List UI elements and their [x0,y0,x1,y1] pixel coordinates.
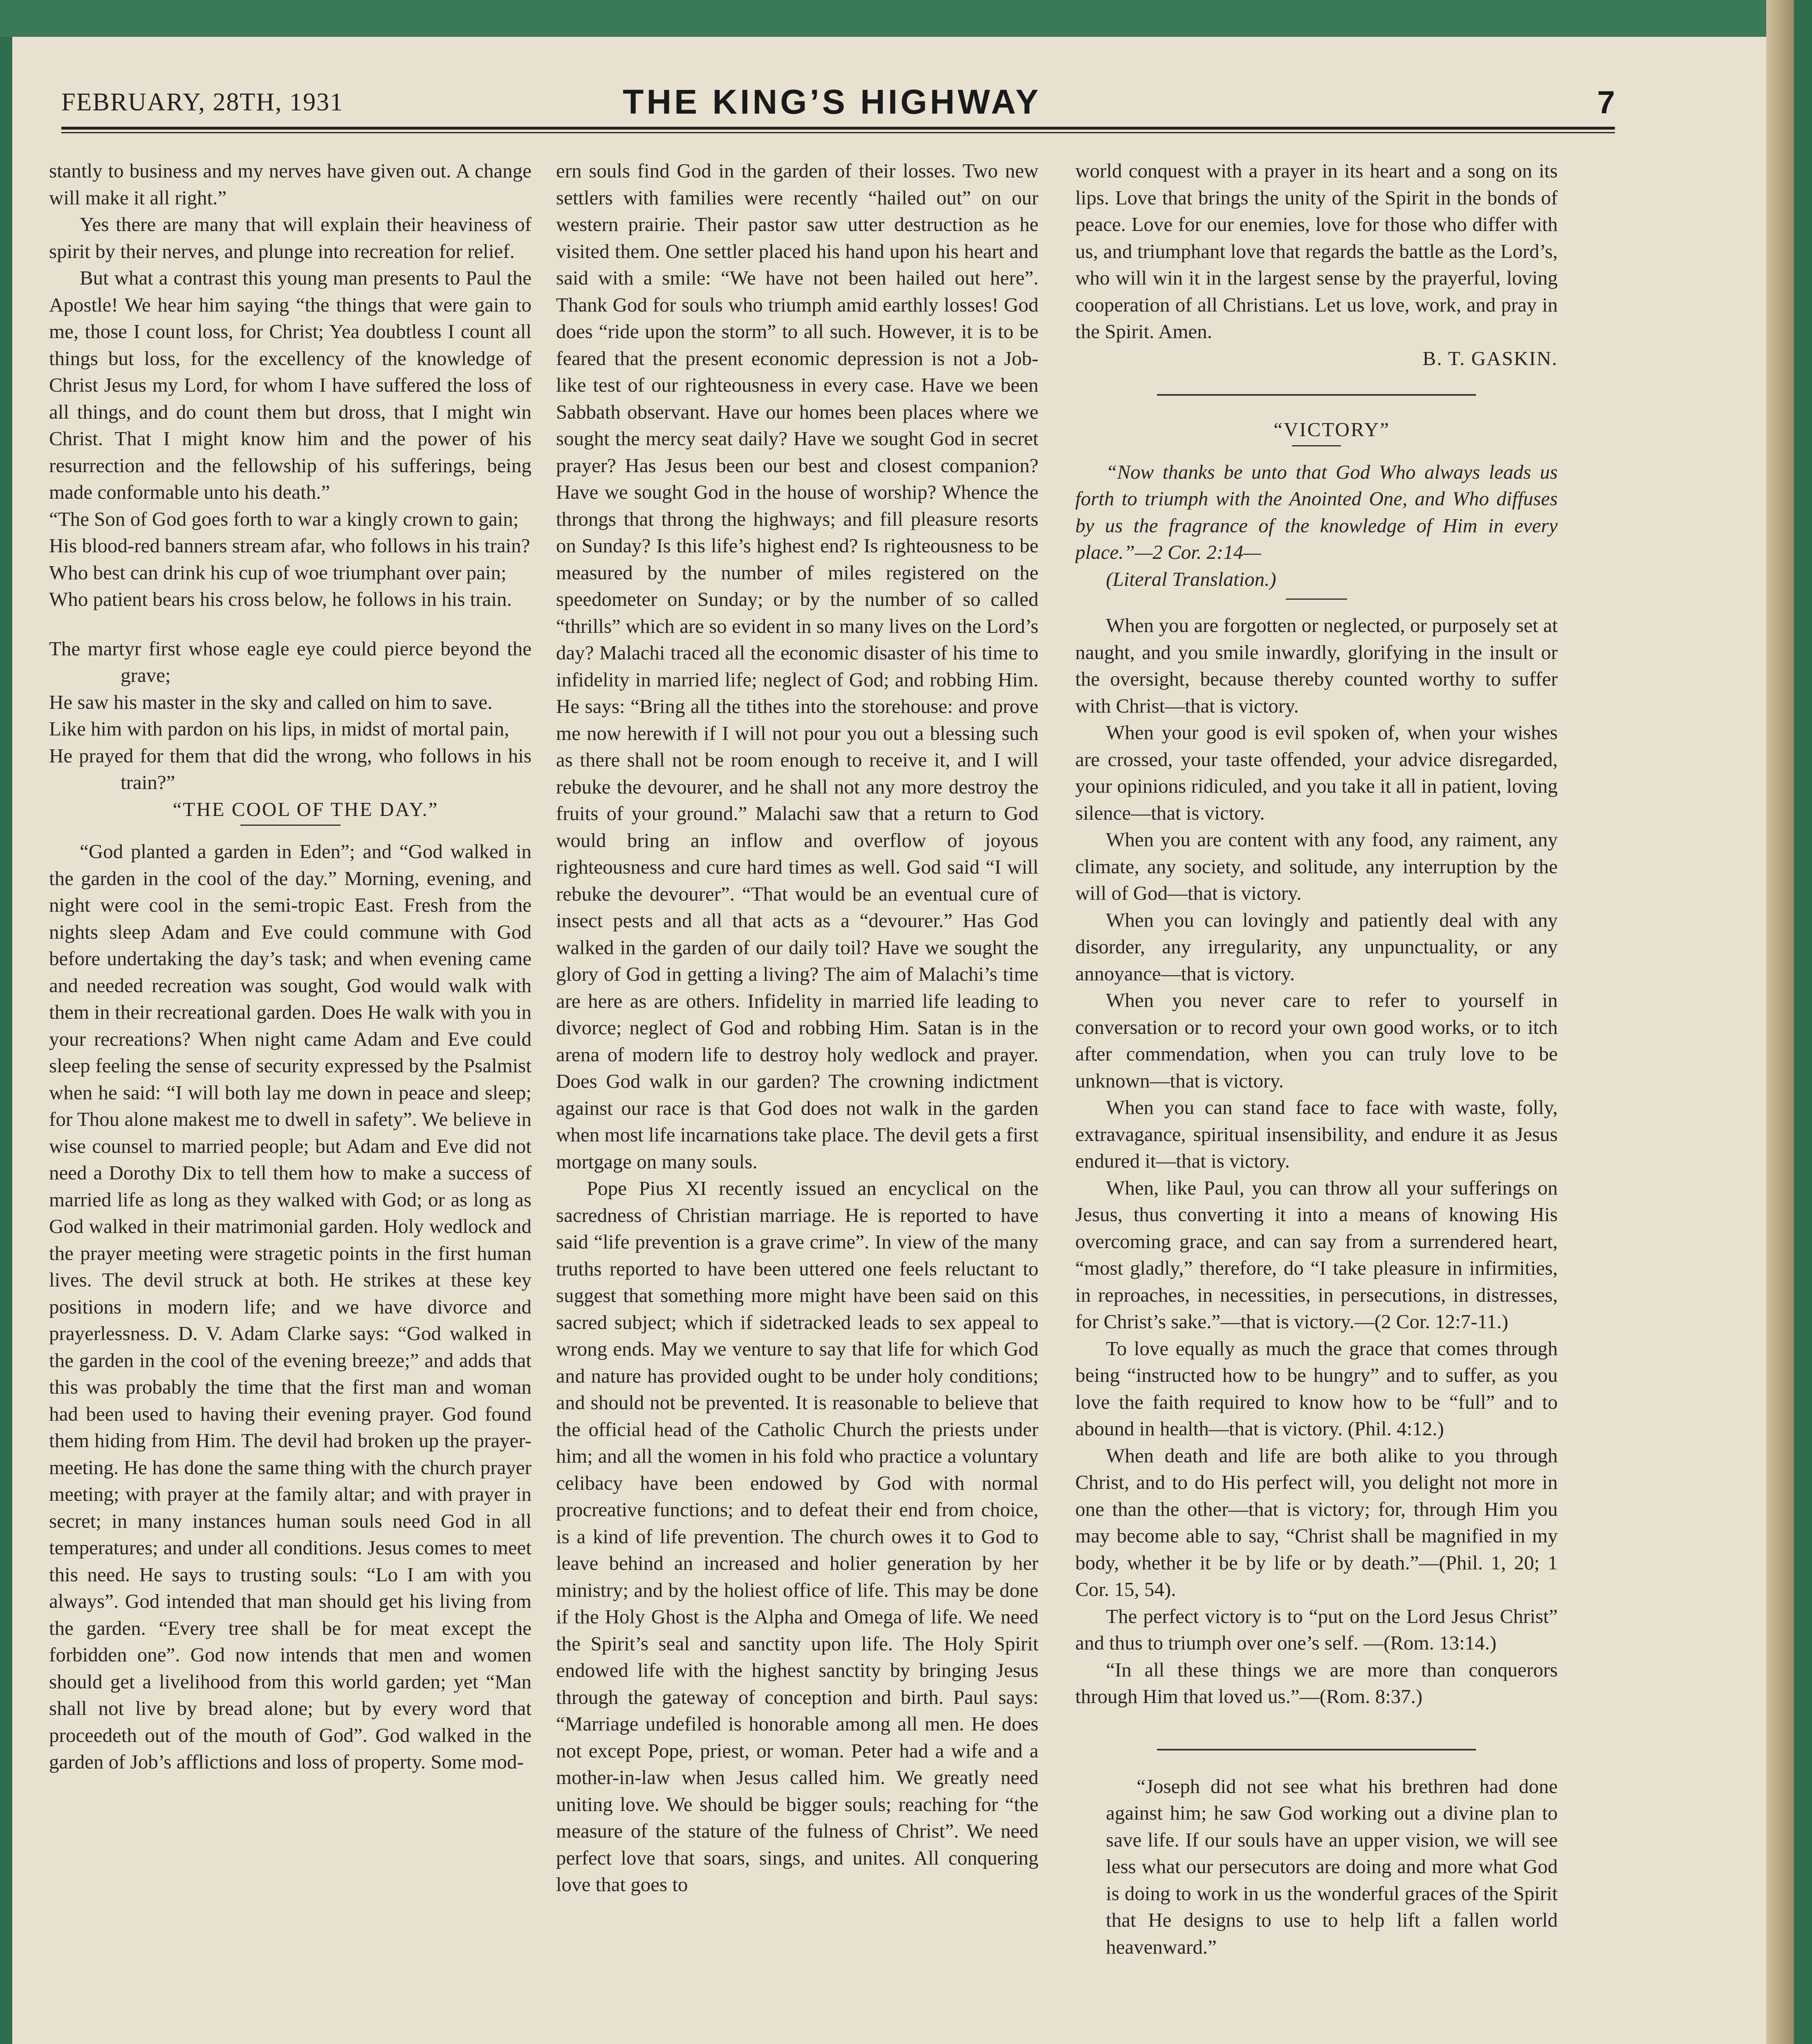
verse-line: “The Son of God goes forth to war a kingly crown to gain; [49,507,519,530]
article-heading: “THE COOL OF THE DAY.” [173,798,439,820]
section-divider [1157,1749,1476,1750]
author-signature: B. T. GASKIN. [1422,347,1558,370]
header-rule [61,127,1615,133]
paragraph: Yes there are many that will explain their heaviness of spirit by their nerves, and plunge into recreation for relief. [49,213,531,262]
hymn-verse [49,506,531,796]
paragraph: When you can lovingly and patiently deal with any disorder, any irregularity, any unpunctuality, or any annoyance—that is victory. [1075,908,1558,985]
column-3 [1075,157,1558,2044]
heading-rule [1292,445,1341,446]
paragraph: When you can stand face to face with waste, folly, extravagance, spiritual insensibility, and endure it as Jesus endured it—that is victory. [1075,1096,1558,1172]
paragraph: “Joseph did not see what his brethren had done against him; he saw God working out a divine plan to save life. If our souls have an upper vision, we will see less what our persecutors are doing and more what God is doing to work in us the wonderful graces of the Spirit that He designs to use to help lift a fallen world heavenward.” [1106,1775,1558,1958]
paragraph: world conquest with a prayer in its heart and a song on its lips. Love that brings the unity of the Spirit in the bonds of peace. Love for our enemies, love for those who differ with us, and triumphant love that regards the battle as the Lord’s, who will win it in the largest sense by the prayerful, loving cooperation of all Christians. Let us love, work, and pray in the Spirit. Amen. [1075,159,1558,343]
binding-edge-top [0,0,1812,37]
paragraph: When your good is evil spoken of, when your wishes are crossed, your taste offended, your advice disregarded, your opinions ridiculed, and you take it all in patient, loving silence—that is victory. [1075,721,1558,824]
paragraph: The perfect victory is to “put on the Lord Jesus Christ” and thus to triumph over one’s self. —(Rom. 13:14.) [1075,1605,1558,1654]
paragraph: When you are forgotten or neglected, or purposely set at naught, and you smile inwardly, glorifying in the insult or the oversight, because thereby counted worthy to suffer with Christ—that is victory. [1075,614,1558,717]
quotation-block [1075,1773,1558,1961]
verse-line: Who best can drink his cup of woe triumphant over pain; [49,561,507,584]
publication-title: THE KING’S HIGHWAY [623,83,1041,121]
paragraph: When death and life are both alike to you through Christ, and to do His perfect will, you delight not more in one than the other—that is victory; for, through Him you may become able to say, “Christ shall be magnified in my body, whether it be by life or by death.”—(Phil. 1, 20; 1 Cor. 15, 54). [1075,1444,1558,1600]
verse-line: The martyr first whose eagle eye could pierce beyond the grave; [49,637,531,686]
verse-line: His blood-red banners stream afar, who follows in his train? [49,534,530,557]
issue-date: FEBRUARY, 28TH, 1931 [61,88,343,116]
paragraph: When, like Paul, you can throw all your sufferings on Jesus, thus converting it into a means of knowing His overcoming grace, and can say from a surrendered heart, “most gladly,” therefore, do “I take pleasure in infirmities, in reproaches, in necessities, in persecutions, in distresses, for Christ’s sake.”—that is victory.—(2 Cor. 12:7-11.) [1075,1176,1558,1333]
paragraph: To love equally as much the grace that comes through being “instructed how to be hungry” and to suffer, as you love the faith required to know how to be “full” and to abound in health—that is victory. (Phil. 4:12.) [1075,1337,1558,1440]
page-header [49,80,1615,129]
paragraph: “In all these things we are more than conquerors through Him that loved us.”—(Rom. 8:37.) [1075,1658,1558,1708]
paragraph: stantly to business and my nerves have given out. A change will make it all right.” [49,159,531,209]
signature-line [1075,345,1558,372]
verse-line: Like him with pardon on his lips, in midst of mortal pain, [49,717,509,740]
paragraph: “God planted a garden in Eden”; and “God walked in the garden in the cool of the day.” Morning, evening, and night were cool in the semi-tropic East. Fresh from the nights sleep Adam and Eve could commune with God before undertaking the day’s task; and when evening came and needed recreation was sought, God would walk with them in their recreational garden. Does He walk with you in your recreations? When night came Adam and Eve could sleep feeling the sense of security expressed by the Psalmist when he said: “I will both lay me down in peace and sleep; for Thou alone makest me to dwell in safety”. We believe in wise counsel to married people; but Adam and Eve did not need a Dorothy Dix to tell them how to make a success of married life as long as they walked with God; or as long as God walked in their matrimonial garden. Holy wedlock and the prayer meeting were stragetic points in the first human lives. The devil struck at both. He strikes at these key positions in modern life; and we have divorce and prayerlessness. D. V. Adam Clarke says: “God walked in the garden in the cool of the evening breeze;” and adds that this was probably the time that the first man and woman had been used to having their evening prayer. God found them hiding from Him. The devil had broken up the prayer-meeting. He has done the same thing with the church prayer meeting; with prayer at the family altar; and with prayer in secret; in many instances human souls need God in all temperatures; and under all conditions. Jesus comes to meet this need. He says to trusting souls: “Lo I am with you always”. God intended that man should get his living from the garden. “Every tree shall be for meat except the forbidden one”. God now intends that men and women should get a livelihood from this world garden; yet “Man shall not live by bread alone; but by every word that proceedeth out of the mouth of God”. God walked in the garden of Job’s afflictions and loss of property. Some mod- [49,840,531,1773]
section-divider [1157,394,1476,396]
heading-rule [1286,598,1347,600]
column-2 [556,157,1038,2044]
paragraph: When you are content with any food, any raiment, any climate, any society, and solitude, any interruption by the will of God—that is victory. [1075,828,1558,904]
verse-line: He prayed for them that did the wrong, who follows in his train?” [49,744,531,793]
paragraph: Pope Pius XI recently issued an encyclical on the sacredness of Christian marriage. He is reported to have said “life prevention is a grave crime”. In view of the many truths reported to have been uttered one feels reluctant to suggest that something more might have been said on this sacred subject; which if sidetracked leads to sex appeal to wrong ends. May we venture to say that life for which God and nature has provided ought to be under holy conditions; and should not be prevented. It is reasonable to believe that the official head of the Catholic Church the priests under him; and all the women in his fold who practice a voluntary celibacy have been endowed by God with normal procreative functions; and to defeat their end from choice, is a kind of life prevention. The church owes it to God to leave behind an increased and holier generation by her ministry; and by the holiest office of life. This may be done if the Holy Ghost is the Alpha and Omega of life. We need the Spirit’s seal and sanctity upon life. The Holy Spirit endowed life with the highest sanctity by bringing Jesus through the gateway of conception and birth. Paul says: “Marriage undefiled is honorable among all men. He does not except Pope, priest, or woman. Peter had a wife and a mother-in-law when Jesus called him. We greatly need uniting love. We should be bigger souls; reaching for “the measure of the stature of the fulness of Christ”. We need perfect love that soars, sings, and unites. All conquering love that goes to [556,1177,1038,1896]
paragraph: ern souls find God in the garden of their losses. Two new settlers with families were recently “hailed out” on our western prairie. Their pastor saw utter destruction as he visited them. One settler placed his hand upon his heart and said with a smile: “We have not been hailed out here”. Thank God for souls who triumph amid earthly losses! God does “ride upon the storm” to all such. However, it is to be feared that the present economic depression is not a Job-like test of our righteousness in every case. Have we been Sabbath observant. Have our homes been places where we sought the mercy seat daily? Have we sought God in secret prayer? Has Jesus been our best and closest companion? Have we sought God in the house of worship? Whence the throngs that throng the highways; and fill pleasure resorts on Sunday? Is this life’s highest end? Is righteousness to be measured by the number of miles registered on the speedometer on Sunday; or by the number of so called “thrills” which are so evident in so many lives on the Lord’s day? Malachi traced all the economic disaster of his time to infidelity in married life; neglect of God; and robbing Him. He says: “Bring all the tithes into the storehouse: and prove me now herewith if I will not pour you out a blessing such as there shall not be room enough to receive it, and I will rebuke the devourer, and he shall not any more destroy the fruits of your ground.” Malachi saw that a return to God would bring an inflow and overflow of joyous righteousness and cure hard times as well. God said “I will rebuke the devourer”. “That would be an eventual cure of insect pests and all that acts as a “devourer.” Has God walked in the garden of our daily toil? Have we sought the glory of God in getting a living? The aim of Malachi’s time are here as are others. Infidelity in married life leading to divorce; neglect of God and robbing Him. Satan is in the arena of modern life to destroy holy wedlock and prayer. Does God walk in our garden? The crowning indictment against our race is that God does not walk in the garden when most life incarnations take place. The devil gets a first mortgage on many souls. [556,159,1038,1173]
epigraph-note: (Literal Translation.) [1106,567,1276,590]
heading-rule [240,825,341,826]
epigraph: “Now thanks be unto that God Who always leads us forth to triumph with the Anointed One, and Who diffuses by us the fragrance of the knowledge of Him in every place.”—2 Cor. 2:14— [1075,460,1558,563]
paragraph: When you never care to refer to yourself in conversation or to record your own good works, or to itch after commendation, when you can truly love to be unknown—that is victory. [1075,989,1558,1092]
verse-line: He saw his master in the sky and called on him to save. [49,690,493,713]
page-number: 7 [1597,84,1615,120]
verse-line: Who patient bears his cross below, he follows in his train. [49,588,512,610]
paragraph: But what a contrast this young man presents to Paul the Apostle! We hear him saying “the things that were gain to me, those I count loss, for Christ; Yea doubtless I count all things but loss, for the excellency of the knowledge of Christ Jesus my Lord, for whom I have suffered the loss of all things, and do count them but dross, that I might win Christ. That I might know him and the power of his resurrection and the fellowship of his sufferings, being made conformable unto his death.” [49,267,531,503]
book-spine [1766,0,1812,2044]
column-1 [49,157,531,2044]
article-heading: “VICTORY” [1274,418,1390,441]
